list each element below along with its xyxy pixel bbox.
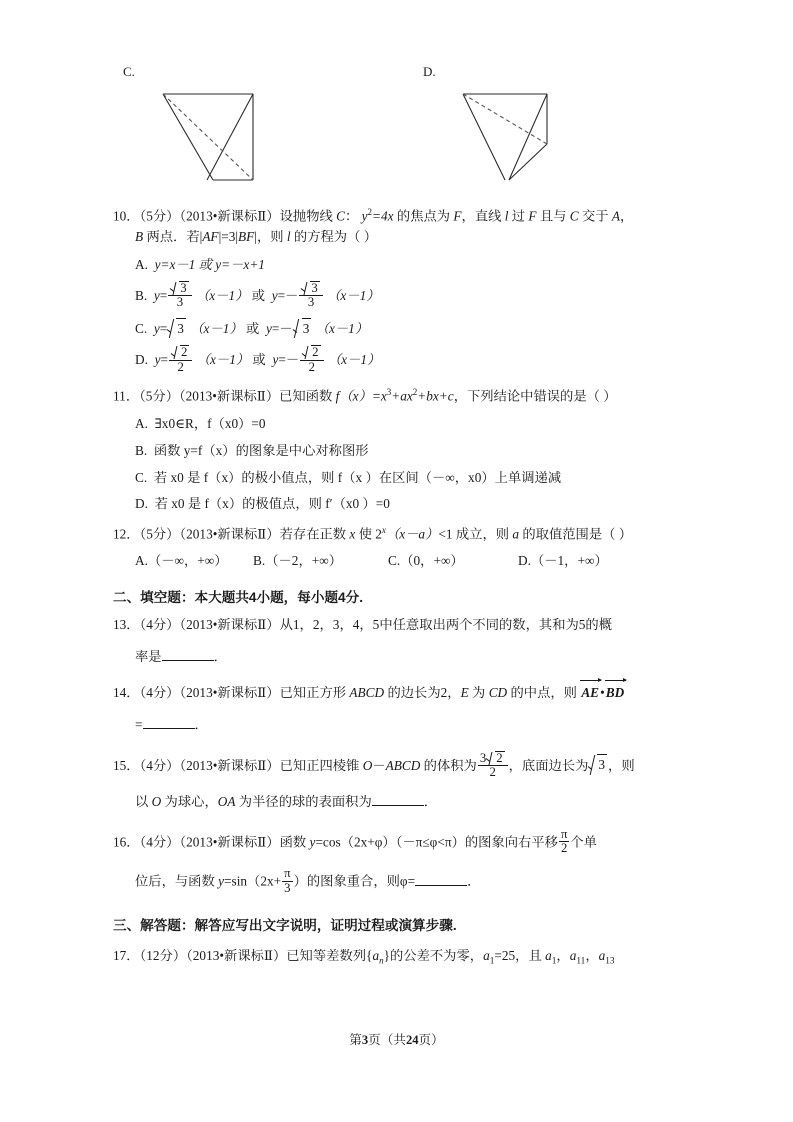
q12-a: a xyxy=(512,526,520,542)
question-11 xyxy=(113,385,693,515)
q10-bf: BF xyxy=(238,229,255,245)
question-12 xyxy=(113,523,693,572)
q15-t3: ，底面边长为 xyxy=(508,757,589,773)
q16-t4: 位后，与函数 xyxy=(135,873,219,889)
q17-points: （12分） xyxy=(139,947,187,963)
q16-answer-blank[interactable] xyxy=(415,872,467,886)
q14-t4: 的中点，则 xyxy=(507,685,581,701)
q10-f2: F xyxy=(528,208,537,224)
question-11-stem: 11．（5分）（2013•新课标Ⅱ）已知函数 $f(x)=x^3+ax^2+bx+c$，下列结论中错误的是（ ） xyxy=(113,386,617,404)
q15-dash: － xyxy=(372,757,386,773)
sqrt-icon: 2 xyxy=(171,345,189,360)
q10-option-b-tail: （x－1） xyxy=(195,287,249,303)
q12-t3: （x－a） xyxy=(385,526,439,542)
tetrahedron-d-diagram xyxy=(455,86,565,186)
q17-ta11-sub: 11 xyxy=(576,956,586,967)
q17-source: （2013•新课标Ⅱ） xyxy=(186,947,287,963)
q10-l: l xyxy=(504,208,509,224)
q12-option-a-text: （－∞，+∞） xyxy=(147,553,228,569)
question-13 xyxy=(113,615,693,667)
q11-option-b-text: 函数 y=f（x）的图象是中心对称图形 xyxy=(153,442,369,458)
q12-option-d-label: D. xyxy=(518,553,531,569)
vector-bd: BD xyxy=(605,683,625,704)
page-footer xyxy=(0,1029,793,1048)
question-16-line2 xyxy=(113,868,693,897)
q10-option-c-conj: 或 xyxy=(242,321,263,337)
q16-period: ． xyxy=(467,873,481,889)
q12-number: 12 xyxy=(113,526,127,542)
q15-source: （2013•新课标Ⅱ） xyxy=(179,757,280,773)
q15-answer-blank[interactable] xyxy=(372,792,424,806)
q14-number: 14 xyxy=(113,685,127,701)
tetrahedron-c-diagram xyxy=(155,86,265,186)
q10-option-c[interactable]: C. y= 3 （x－1） 或 y=－ 3 （x－1） xyxy=(113,318,693,339)
q10-t1: 设抛物线 xyxy=(279,208,337,224)
question-13-line1: 13．（4分）（2013•新课标Ⅱ）从1，2，3，4，5中任意取出两个不同的数，其和为5的概 xyxy=(113,617,613,633)
q12-source: （2013•新课标Ⅱ） xyxy=(179,526,280,542)
section-heading-solve: 三、解答题：解答应写出文字说明，证明过程或演算步骤. xyxy=(113,917,457,933)
footer-total-pages: 24 xyxy=(405,1033,419,1047)
q10-t8: 两点．若| xyxy=(143,229,203,245)
q15-volume-fraction: $\frac{3 2}{2}$ xyxy=(478,751,508,781)
q10-option-a-text: y=x－1 或 y=－x+1 xyxy=(154,256,265,272)
q17-an: a xyxy=(372,947,380,963)
q10-option-a[interactable] xyxy=(113,255,693,275)
question-15-line1: 15．（4分）（2013•新课标Ⅱ）已知正四棱锥 O－ABCD 的体积为 $\frac{3 2}{2}$ ，底面边长为 3 ，则 xyxy=(113,750,635,780)
question-10-stem-line2 xyxy=(113,227,693,248)
q16-source: （2013•新课标Ⅱ） xyxy=(179,834,280,849)
q11-option-b-label: B. xyxy=(135,442,148,458)
q13-period: ． xyxy=(213,648,227,664)
q14-answer-prefix: = xyxy=(135,716,143,732)
q16-phase-fraction: $\frac{\pi}{3}$ xyxy=(284,866,291,896)
q14-cd: CD xyxy=(488,685,508,701)
q12-points: （5分） xyxy=(139,526,180,542)
q15-t4: ，则 xyxy=(608,757,635,773)
question-14-line1: 14．（4分）（2013•新课标Ⅱ）已知正方形 ABCD 的边长为2，E 为 CD 的中点，则 AE •BD xyxy=(113,683,693,704)
q15-t7: 为半径的球的表面积为 xyxy=(235,794,372,810)
q16-t6: ）的图象重合，则φ= xyxy=(293,873,416,889)
q17-a1-sub: 1 xyxy=(489,956,495,967)
q17-ta13-sub: 13 xyxy=(605,956,615,967)
q12-option-d-text: （－1，+∞） xyxy=(530,553,608,569)
q17-an-sub: n xyxy=(379,955,384,966)
q17-c2: ， xyxy=(585,947,599,963)
q10-option-d[interactable]: D. y= $\frac{2}{2}$ （x－1） 或 y=－ $\frac{2}{2}$ （x－1） xyxy=(135,345,381,374)
q11-option-c-label: C. xyxy=(135,469,148,485)
q14-answer-blank[interactable] xyxy=(143,715,195,729)
q12-option-a-label: A. xyxy=(135,553,148,569)
q11-option-d-label: D. xyxy=(135,496,148,512)
q10-points: （5分） xyxy=(139,208,180,224)
q12-option-b-text: （－2，+∞） xyxy=(265,553,343,569)
q10-option-d-fraction: $\frac{2}{2}$ xyxy=(169,345,192,375)
q10-t6: 交于 xyxy=(578,208,612,224)
q10-colon: ： xyxy=(345,208,359,224)
q11-sup2: 2 xyxy=(412,386,418,397)
q15-number: 15 xyxy=(113,757,127,773)
q11-fx: （x） xyxy=(339,388,372,404)
page-content xyxy=(113,64,693,969)
q11-option-d[interactable] xyxy=(113,494,693,514)
q14-points: （4分） xyxy=(139,685,180,701)
q13-source: （2013•新课标Ⅱ） xyxy=(179,617,280,633)
q14-e: E xyxy=(460,685,469,701)
q11-eq: =x xyxy=(371,388,387,404)
q17-c1: ， xyxy=(556,947,570,963)
q11-option-d-text: 若 x0 是 f（x）的极值点，则 f′（x0 ）=0 xyxy=(154,496,390,512)
q11-source: （2013•新课标Ⅱ） xyxy=(179,388,280,404)
q12-options-row xyxy=(113,551,693,572)
q10-t10: |，则 xyxy=(254,229,287,245)
q15-t1: 已知正四棱锥 xyxy=(279,757,363,773)
question-16 xyxy=(113,826,693,897)
q11-option-b[interactable] xyxy=(113,441,693,461)
q11-option-a[interactable] xyxy=(113,414,693,434)
q12-option-b-label: B. xyxy=(253,553,266,569)
q12-t1: 若存在正数 xyxy=(279,526,350,542)
question-10 xyxy=(113,205,693,376)
q16-y: y xyxy=(309,834,316,849)
q10-sup: 2 xyxy=(367,207,373,217)
q11-sup3: 3 xyxy=(386,386,392,397)
q14-t1: 已知正方形 xyxy=(279,685,350,701)
q14-period: ． xyxy=(194,716,208,732)
q10-option-c-label: C. xyxy=(135,321,148,337)
q15-oa: OA xyxy=(217,794,236,810)
q10-t7: ， xyxy=(620,208,634,224)
q10-option-d-fraction2: $\frac{2}{2}$ xyxy=(300,345,323,375)
question-17-stem: 17．（12分）（2013•新课标Ⅱ）已知等差数列$\{a_n\}$的公差不为零，$a_1=25$，且 $a_1$，$a_{11}$，$a_{13}$ xyxy=(113,947,615,967)
q15-o2: O xyxy=(151,794,162,810)
section-heading-fill-in-blank: 二、填空题：本大题共4小题，每小题4分. xyxy=(113,590,363,606)
q16-points: （4分） xyxy=(139,834,180,849)
q10-t3: ，直线 xyxy=(461,208,505,224)
q11-option-c-text: 若 x0 是 f（x）的极小值点，则 f（x ）在区间（－∞，x0）上单调递减 xyxy=(153,469,562,485)
figure-c-label: C. xyxy=(123,64,135,79)
q12-option-d[interactable] xyxy=(518,551,608,572)
question-16-line1: 16．（4分）（2013•新课标Ⅱ）函数 y=cos（2x+φ）（－π≤φ<π）的图象向右平移 $\frac{\pi}{2}$ 个单 xyxy=(113,826,597,856)
question-10-stem-line1: 10．（5分）（2013•新课标Ⅱ）设抛物线 C： $y^2=4x$ 的焦点为 F，直线 l 过 F 且与 C 交于 A， xyxy=(113,207,634,224)
question-14 xyxy=(113,683,693,735)
q10-option-a-label: A. xyxy=(135,256,148,272)
q17-number: 17 xyxy=(113,947,127,963)
q17-ta13: a xyxy=(598,947,606,963)
q16-number: 16 xyxy=(113,834,127,849)
q10-t2: 的焦点为 xyxy=(393,208,454,224)
q11-option-c[interactable] xyxy=(113,468,693,488)
sqrt-icon: 3 xyxy=(588,754,607,776)
footer-suffix: 页） xyxy=(418,1033,444,1047)
footer-current-page: 3 xyxy=(361,1033,369,1047)
q11-option-a-text: ∃x0∈R，f（x0）=0 xyxy=(154,415,266,431)
q15-t6: 为球心， xyxy=(161,794,218,810)
q10-option-d-conj: 或 xyxy=(249,351,270,367)
question-14-line2 xyxy=(113,715,693,736)
q15-points: （4分） xyxy=(139,757,180,773)
q11-t2: ，下列结论中错误的是（ ） xyxy=(453,388,617,404)
q12-sup: x xyxy=(381,525,386,536)
q10-option-b-fraction2: $\frac{3}{3}$ xyxy=(299,281,322,311)
q10-l2: l xyxy=(286,229,291,245)
q12-option-c[interactable] xyxy=(388,551,518,572)
q16-shift-fraction: $\frac{\pi}{2}$ xyxy=(560,826,568,856)
q17-t1: 已知等差数列{ xyxy=(286,947,373,963)
q16-t1: 函数 xyxy=(279,834,310,849)
q10-t4: 过 xyxy=(508,208,529,224)
question-17 xyxy=(113,946,693,969)
q15-o: O xyxy=(362,757,373,773)
q10-number: 10 xyxy=(113,208,127,224)
q16-t5: =sin（2x+ xyxy=(224,873,282,889)
sqrt-icon: 3 xyxy=(301,281,319,296)
q12-t5: 的取值范围是（ ） xyxy=(519,526,633,542)
question-15 xyxy=(113,752,693,813)
q10-t11: 的方程为（ ） xyxy=(290,229,378,245)
figure-d-label: D. xyxy=(423,64,436,79)
q17-t3: =25，且 xyxy=(494,947,546,963)
q13-points: （4分） xyxy=(139,617,180,633)
q10-f: F xyxy=(453,208,462,224)
q16-t3: 个单 xyxy=(570,834,597,849)
sqrt-icon: 2 xyxy=(486,751,504,766)
q13-answer-prefix: 率是 xyxy=(135,648,162,664)
q14-dot-operator: • xyxy=(600,685,605,701)
q12-t2: 使 2 xyxy=(355,526,382,542)
question-15-line2 xyxy=(113,792,693,813)
sqrt-icon: 2 xyxy=(302,345,320,360)
q10-option-d-tail2: （x－1） xyxy=(327,351,381,367)
q17-a1: a xyxy=(483,947,490,963)
q12-t4: <1 成立，则 xyxy=(438,526,513,542)
q12-option-a[interactable] xyxy=(135,551,253,572)
q10-af: AF xyxy=(202,229,219,245)
q17-t2: }的公差不为零， xyxy=(383,947,484,963)
question-13-line2 xyxy=(113,647,693,668)
geometry-figures-row xyxy=(113,64,693,196)
q10-option-d-label: D. xyxy=(135,351,148,367)
q14-t2: 的边长为2， xyxy=(384,685,461,701)
q12-option-c-label: C. xyxy=(388,553,401,569)
q10-c: C xyxy=(336,208,345,224)
q10-t9: |=3| xyxy=(218,229,239,245)
q10-option-c-tail2: （x－1） xyxy=(315,321,369,337)
footer-middle: 页（共 xyxy=(368,1033,406,1047)
q17-ta1: a xyxy=(545,947,552,963)
q10-t5: 且与 xyxy=(536,208,570,224)
q16-t2: =cos（2x+φ）（－π≤φ<π）的图象向右平移 xyxy=(315,834,558,849)
q10-c2: C xyxy=(569,208,579,224)
q13-answer-blank[interactable] xyxy=(162,647,214,661)
q14-abcd: ABCD xyxy=(349,685,385,701)
q13-text: 从1，2，3，4，5中任意取出两个不同的数，其和为5的概 xyxy=(279,617,613,633)
q11-number: 11 xyxy=(113,388,126,404)
vector-ae: AE xyxy=(580,683,600,704)
q10-option-b-fraction: $\frac{3}{3}$ xyxy=(168,281,191,311)
q10-option-b-label: B. xyxy=(135,287,148,303)
q11-ax: +ax xyxy=(391,388,413,404)
q17-ta1-sub: 1 xyxy=(551,956,557,967)
q10-option-b-tail2: （x－1） xyxy=(327,287,380,303)
q11-bxc: +bx+c xyxy=(417,388,454,404)
q10-y: y xyxy=(361,208,368,224)
q10-eq: =4x xyxy=(372,208,394,224)
question-12-stem: 12．（5分）（2013•新课标Ⅱ）若存在正数 x 使 $2^x(x-a)<1$ 成立，则 a 的取值范围是（ ） xyxy=(113,525,633,542)
q13-number: 13 xyxy=(113,617,127,633)
q10-a: A xyxy=(611,208,621,224)
q17-ta11: a xyxy=(569,947,577,963)
q11-t1: 已知函数 xyxy=(279,388,336,404)
q11-points: （5分） xyxy=(139,388,179,404)
q12-option-b[interactable] xyxy=(253,551,388,572)
sqrt-icon: 3 xyxy=(167,318,186,339)
footer-prefix: 第 xyxy=(349,1033,362,1047)
q10-source: （2013•新课标Ⅱ） xyxy=(179,208,280,224)
q15-abcd: ABCD xyxy=(385,757,421,773)
q15-t5: 以 xyxy=(135,794,152,810)
sqrt-icon: 3 xyxy=(170,281,188,296)
q11-option-a-label: A. xyxy=(135,415,148,431)
q11-f: f xyxy=(335,388,340,404)
q14-t3: 为 xyxy=(468,685,489,701)
q14-source: （2013•新课标Ⅱ） xyxy=(179,685,280,701)
q10-option-d-tail: （x－1） xyxy=(196,351,250,367)
q15-t2: 的体积为 xyxy=(420,757,477,773)
q10-option-b-conj: 或 xyxy=(248,287,269,303)
q12-option-c-text: （0，+∞） xyxy=(400,553,464,569)
q10-b: B xyxy=(135,229,144,245)
q12-x: x xyxy=(349,526,356,542)
q10-option-c-tail: （x－1） xyxy=(190,321,243,337)
sqrt-icon: 3 xyxy=(293,318,312,339)
q10-option-b[interactable]: B. y= $\frac{3}{3}$ （x－1） 或 y=－ $\frac{3}{3}$ （x－1） xyxy=(135,280,380,310)
q16-y2: y xyxy=(218,873,225,889)
q15-period: ． xyxy=(423,794,438,810)
